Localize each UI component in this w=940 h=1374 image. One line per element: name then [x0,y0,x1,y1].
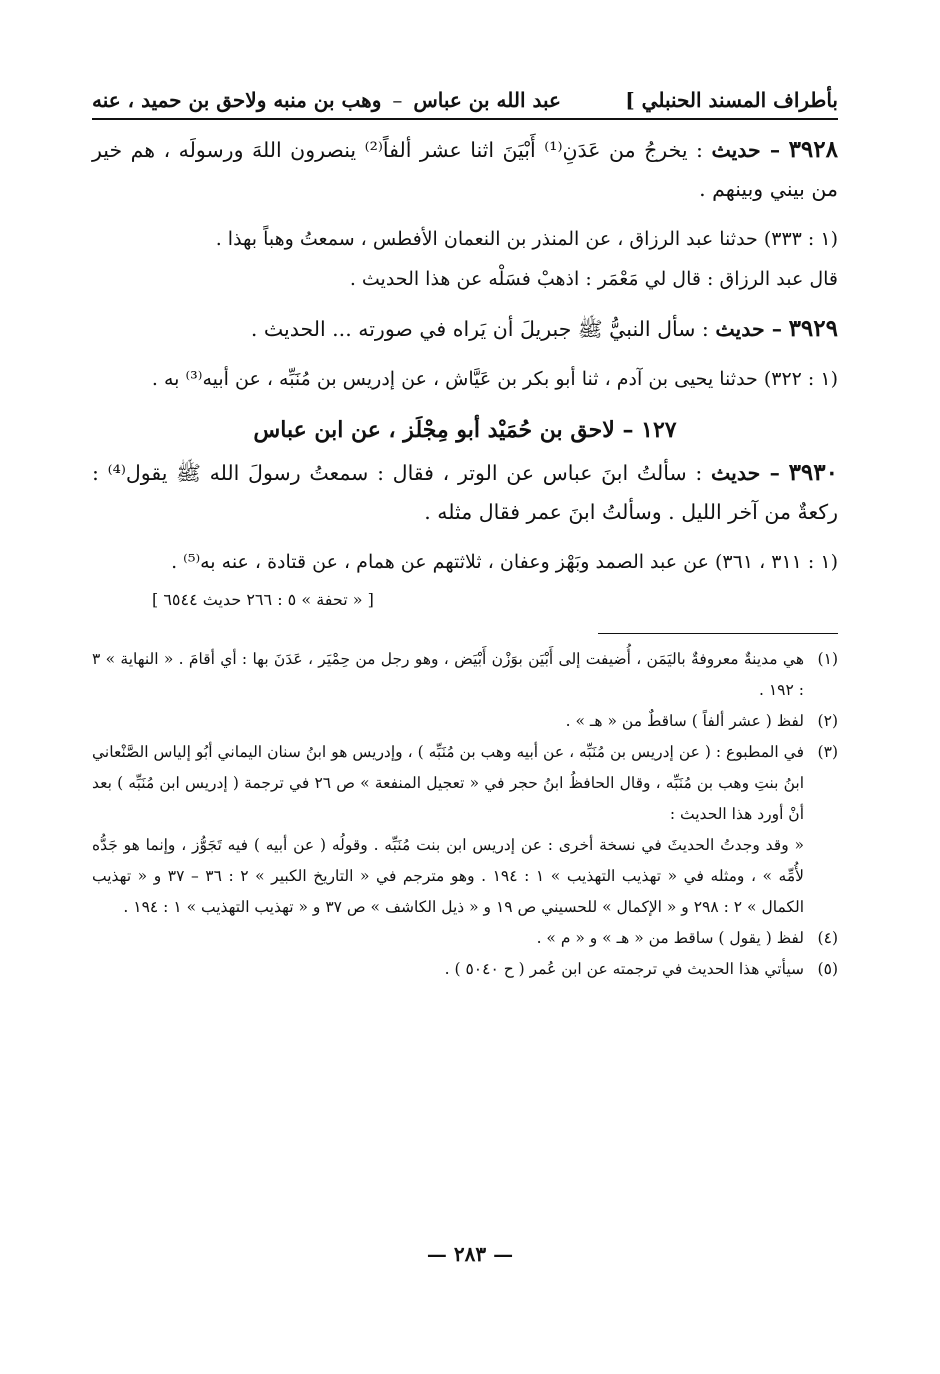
footnote [92,706,838,737]
running-header [92,88,838,120]
footnote-continuation: « وقد وجدتُ الحديثَ في نسخة أخرى : عن إدريس ابن بنت مُنَبِّه . وقولُه ( عن أبيه ) فيه تَجَوُّز ، وإنما هو جَدُّه لأُمِّه » ، ومثله في « تهذيب التهذيب » ١ : ١٩٤ . وهو مترجم في « التاريخ الكبير » ٢ : ٣٦ – ٣٧ و « تهذيب الكمال » ٢ : ٢٩٨ و « الإكمال » للحسيني ص ١٩ و « ذيل الكاشف » ص ٣٧ و « تهذيب التهذيب » ١ : ١٩٤ . [92,836,805,916]
footnote [92,954,838,985]
footnote-number: (٢) [817,712,838,730]
footnote [92,737,838,830]
page-body [92,88,838,985]
footnote [92,644,838,706]
source-line: (١ : ٣٣٣) حدثنا عبد الرزاق ، عن المنذر بن النعمان الأفطس ، سمعتُ وهباً بهذا . [215,228,838,250]
chapter-heading: ١٢٧ – لاحق بن حُمَيْد أبو مِجْلَز ، عن ابن عباس [253,417,677,443]
hadith-keyword: – حديث [711,138,781,162]
header-left: وهب بن منبه ولاحق بن حميد ، عنه [92,88,382,112]
hadith-number: ٣٩٢٩ [788,315,838,342]
hadith-keyword: – حديث [715,317,783,341]
footnote-text: هي مدينةٌ معروفةٌ باليَمَن ، أُضيفت إلى أَبْيَن بوَزْن أَبْيَض ، وهو رجل من حِمْيَر ، عَدَنَ بها : أي أقامَ . « النهاية » ٣ : ١٩٢ . [92,650,804,699]
header-center [92,88,561,112]
hadith-number: ٣٩٣٠ [788,459,838,486]
hadith-3930 [92,453,838,532]
hadith-number: ٣٩٢٨ [788,136,838,163]
source-note: (١ : ٣١١ ، ٣٦١) عن عبد الصمد وبَهْز وعفان ، ثلاثتهم عن همام ، عن قتادة ، عنه به⁽⁵⁾ . [171,551,838,573]
footnote-text: في المطبوع : ( عن إدريس بن مُنَبِّه ، عن أبيه وهب بن مُنَبِّه ) ، وإدريس هو ابنُ سنان اليماني أبُو إلياس الصَّنْعاني ابنُ بنتِ وهب بن مُنَبِّه ، وقال الحافظُ ابنُ حجر في « تعجيل المنفعة » ص ٢٦ في ترجمة ( إدريس ابن مُنَبِّه ) بعد أنْ أورد هذا الحديث : [92,743,804,823]
hadith-keyword: – حديث [711,461,780,485]
footnote-number: (٥) [817,960,838,978]
footnote [92,923,838,954]
footnote-number: (٣) [817,743,838,761]
page-number: — ٢٨٣ — [426,1242,514,1266]
header-right: بأطراف المسند الحنبلي ] [625,88,838,112]
header-middle: عبد الله بن عباس [413,88,561,112]
footnote-divider [598,633,838,634]
hadith-text: : سألتُ ابنَ عباس عن الوتر ، فقال : سمعتُ رسولَ الله ﷺ يقول⁽⁴⁾ : ركعةٌ من آخر الليل . وسألتُ ابنَ عمر فقال مثله . [92,461,838,524]
footnote-text: سيأتي هذا الحديث في ترجمته عن ابن عُمر ( ح ٥٠٤٠ ) . [444,960,804,978]
hadith-3928 [92,130,838,209]
hadith-text: : سأل النبيُّ ﷺ جبريلَ أن يَراه في صورته ... الحديث . [250,317,709,341]
tuhfa-reference: [ « تحفة » ٥ : ٢٦٦ حديث ٦٥٤٤ ] [152,590,374,609]
hadith-text: : يخرجُ من عَدَنِ⁽¹⁾ أَبْيَنَ اثنا عشر ألفاً⁽²⁾ ينصرون اللهَ ورسولَه ، هم خير من بيني وبينهم . [92,138,838,201]
source-line: قال عبد الرزاق : قال لي مَعْمَر : اذهبْ فسَلْه عن هذا الحديث . [349,268,838,290]
header-dash: – [392,88,403,112]
footnote-number: (١) [817,650,838,668]
hadith-3929 [92,309,838,349]
footnote-text: لفظ ( يقول ) ساقط من « هـ » و « م » . [536,929,804,947]
footnote-number: (٤) [817,929,838,947]
footnote-text: لفظ ( عشر ألفاً ) ساقطٌ من « هـ » . [565,712,804,730]
source-note: (١ : ٣٢٢) حدثنا يحيى بن آدم ، ثنا أبو بكر بن عَيَّاش ، عن إدريس بن مُنَبِّه ، عن أبيه⁽³⁾ به . [151,368,838,390]
source-note [92,219,838,299]
